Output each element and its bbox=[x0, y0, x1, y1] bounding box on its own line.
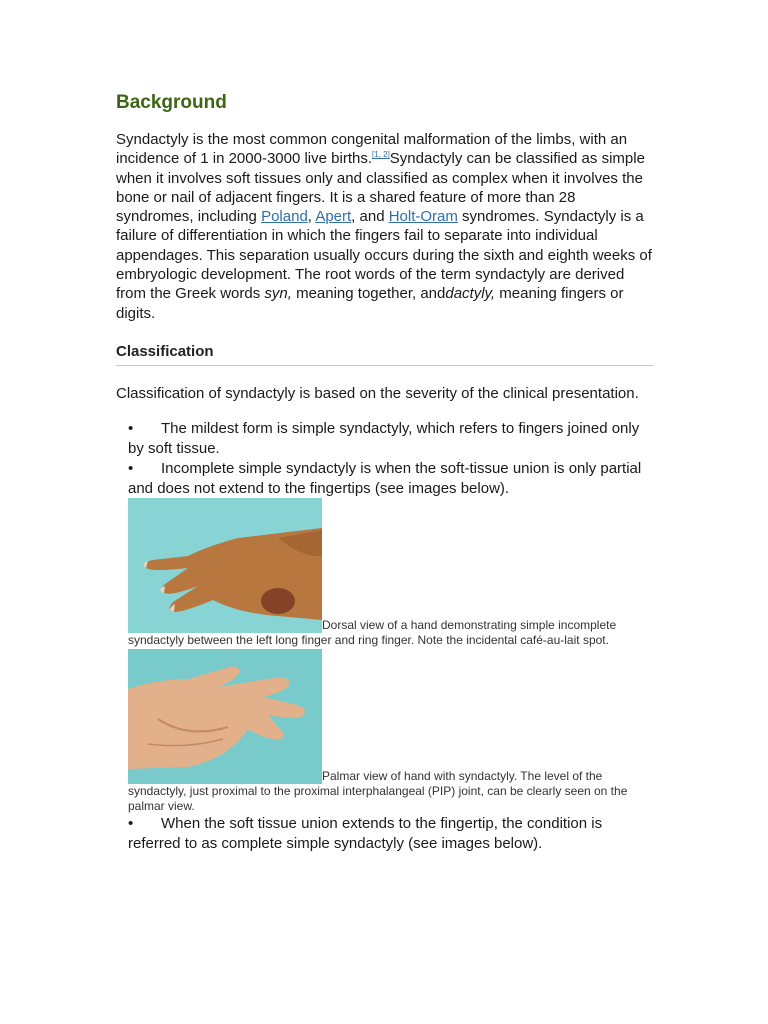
subsection-heading-classification: Classification bbox=[116, 342, 214, 360]
bullet-text-incomplete: Incomplete simple syndactyly is when the soft-tissue union is only partial and does not extend to the fingertips (see images below). bbox=[128, 459, 642, 497]
intro-paragraph bbox=[116, 130, 656, 323]
classification-paragraph: Classification of syndactyly is based on the severity of the clinical presentation. bbox=[116, 384, 639, 402]
article-content bbox=[116, 92, 656, 854]
section-heading-background: Background bbox=[116, 92, 227, 113]
word-syn: syn, bbox=[264, 285, 292, 303]
bullet-text-simple: The mildest form is simple syndactyly, which refers to fingers joined only by soft tissue. bbox=[128, 420, 640, 458]
list-item bbox=[128, 459, 656, 499]
link-apert[interactable]: Apert bbox=[315, 208, 352, 226]
intro-text-1: Syndactyly is the most common congenital malformation of the limbs, with an incidence of 1 in 2000-3000 live births. bbox=[116, 131, 628, 168]
palmar-hand-image bbox=[128, 649, 322, 784]
word-dactyly: dactyly, bbox=[445, 285, 496, 303]
figure-block bbox=[128, 498, 656, 814]
bullet-text-complete: When the soft tissue union extends to the fingertip, the condition is referred to as complete simple syndactyly (see images below). bbox=[128, 815, 603, 852]
reference-link[interactable]: [1, 2] bbox=[372, 150, 390, 160]
list-item bbox=[128, 814, 656, 854]
intro-text-5: meaning fingers or digits. bbox=[116, 285, 624, 322]
bullet-marker: • bbox=[128, 420, 134, 438]
intro-text-3: syndromes. Syndactyly is a failure of differentiation in which the fingers fail to separate into individual appendages. This separation usually occurs during the sixth and eighth weeks of embryologic development. The root words of the term syndactyly are derived from the Greek words bbox=[116, 208, 652, 303]
dorsal-hand-image bbox=[128, 498, 322, 633]
caption-palmar: Palmar view of hand with syndactyly. The level of the syndactyly, just proximal to the proximal interphalangeal (PIP) joint, can be clearly seen on the palmar view. bbox=[128, 768, 628, 813]
separator-comma: , bbox=[307, 208, 316, 226]
bullet-marker: • bbox=[128, 815, 134, 833]
caption-dorsal: Dorsal view of a hand demonstrating simple incomplete syndactyly between the left long finger and ring finger. Note the incidental café-au-lait spot. bbox=[128, 618, 617, 648]
section-divider bbox=[116, 365, 653, 366]
link-poland[interactable]: Poland bbox=[261, 208, 308, 226]
intro-text-2: Syndactyly can be classified as simple when it involves soft tissues only and classified as complex when it involves the bone or nail of adjacent fingers. It is a shared feature of more than 28 syndromes, including bbox=[116, 150, 645, 226]
bullet-marker: • bbox=[128, 459, 134, 477]
list-item bbox=[128, 419, 656, 459]
intro-text-4: meaning together, and bbox=[291, 285, 446, 303]
separator-and: , and bbox=[351, 208, 389, 226]
link-holt-oram[interactable]: Holt-Oram bbox=[388, 208, 458, 226]
